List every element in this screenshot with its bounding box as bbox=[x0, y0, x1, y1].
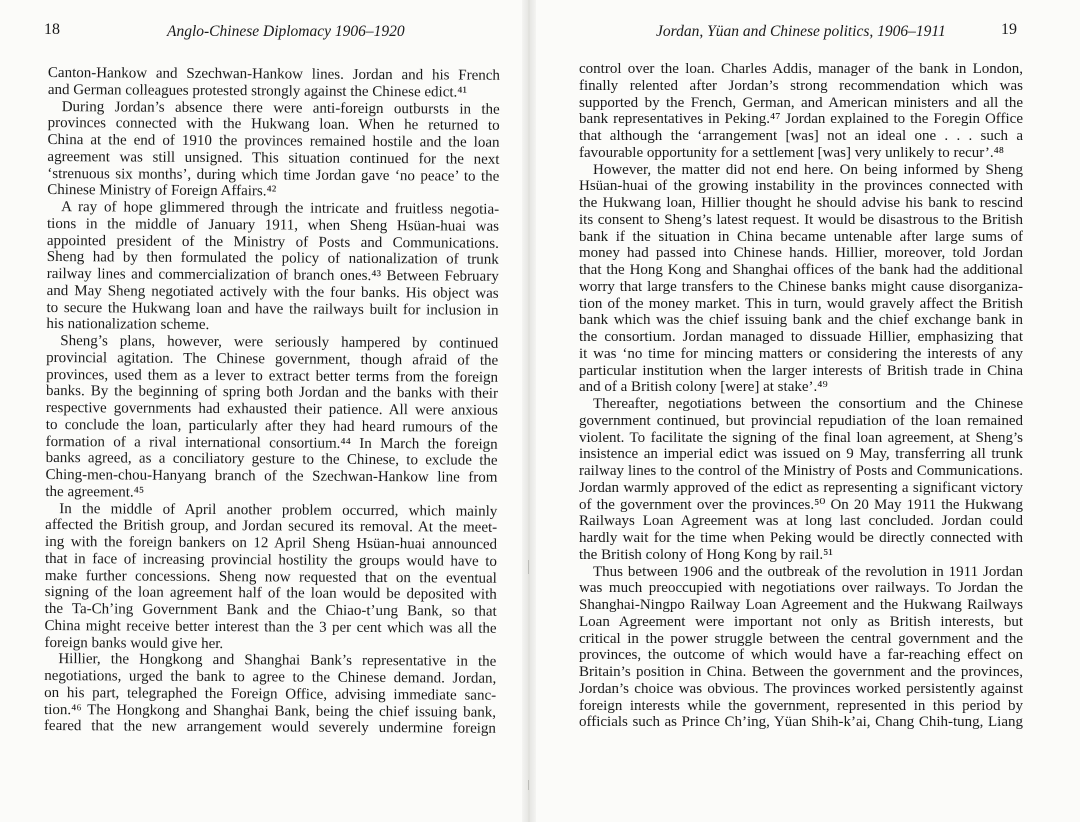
text-line: government continued, but provincial repudiation of the loan remained bbox=[579, 412, 1023, 429]
text-line: Britain’s position in China. Between the government and the provinces, bbox=[579, 664, 1023, 680]
text-line: banks agreed, as a conciliatory gesture to the Chinese, to exclude the bbox=[45, 450, 498, 470]
text-line: tions in the middle of January 1911, when Sheng Hsüan-huai was bbox=[46, 215, 500, 235]
body-text bbox=[579, 61, 1023, 731]
text-line: Canton-Hankow and Szechwan-Hankow lines. Jordan and his French bbox=[47, 65, 500, 84]
text-line: Jordan’s choice was obvious. The provinces worked persistently against bbox=[579, 680, 1023, 697]
text-line: Sheng’s plans, however, were seriously hampered by continued bbox=[60, 333, 499, 352]
text-line: affected the British group, and Jordan secured its removal. At the meet- bbox=[45, 517, 498, 537]
running-title: Jordan, Yüan and Chinese politics, 1906–1911 bbox=[656, 23, 946, 40]
text-line: feared that the new arrangement would severely undermine foreign bbox=[43, 718, 497, 737]
text-line: and of a British colony [were] at stake’.⁴⁹ bbox=[579, 379, 828, 396]
text-line: and German colleagues protested strongly against the Chinese edict.⁴¹ bbox=[47, 81, 468, 101]
text-line: railway lines and commercialization of branch ones.⁴³ Between February bbox=[46, 265, 499, 285]
text-line: make further concessions. Sheng now requested that on the eventual bbox=[44, 567, 497, 587]
text-line: ‘strenuous six months’, during which time Jordan gave ‘no peace’ to the bbox=[47, 165, 500, 185]
text-line: respective governments had exhausted their patience. All were anxious bbox=[45, 399, 498, 419]
text-line: money had passed into Chinese hands. Hillier, moreover, told Jordan bbox=[579, 245, 1023, 262]
text-line: China at the end of 1910 the provinces remained hostile and the loan bbox=[47, 131, 500, 151]
text-line: Ching-men-chou-Hanyang branch of the Szechwan-Hankow line from bbox=[45, 466, 498, 486]
text-line: Loan Agreement were important not only as British interests, but bbox=[579, 613, 1023, 630]
text-line: ing with the foreign bankers on 12 April Sheng Hsüan-huai announced bbox=[45, 533, 498, 553]
text-line: China might receive better interest than the 3 per cent which was all the bbox=[44, 617, 497, 637]
text-line: In the middle of April another problem occurred, which mainly bbox=[59, 500, 498, 520]
text-line: banks. By the beginning of spring both Jordan and the banks with their bbox=[45, 383, 499, 403]
text-line: supported by the French, German, and American ministers and all the bbox=[579, 94, 1023, 111]
gutter-mark bbox=[528, 780, 529, 790]
text-line: and May Sheng negotiated actively with the four banks. His object was bbox=[46, 282, 499, 302]
text-line: that although the ‘arrangement [was] not an ideal one . . . such a bbox=[579, 128, 1023, 144]
text-line: the British colony of Hong Kong by rail.⁵¹ bbox=[579, 546, 833, 563]
text-line: bank which was the chief issuing bank and the chief exchange bank in bbox=[579, 312, 1023, 329]
text-line: the Hukwang loan, Hillier thought he should advise his bank to rescind bbox=[579, 195, 1023, 211]
text-line: provinces, the outcome of which would have a far-reaching effect on bbox=[579, 647, 1023, 664]
text-line: However, the matter did not end here. On being informed by Sheng bbox=[593, 161, 1023, 178]
text-line: Sheng had by then formulated the policy of nationalization of trunk bbox=[46, 249, 499, 269]
text-line: provincial agitation. The Chinese government, though afraid of the bbox=[46, 349, 499, 369]
text-line: tion.⁴⁶ The Hongkong and Shanghai Bank, being the chief issuing bank, bbox=[44, 701, 497, 721]
text-line: railway lines to the control of the Ministry of Posts and Communications. bbox=[579, 463, 1023, 479]
text-line: foreign banks would give her. bbox=[44, 634, 224, 652]
text-line: was much preoccupied with negotiations over railways. To Jordan the bbox=[579, 580, 1023, 597]
text-line: A ray of hope glimmered through the intricate and fruitless negotia- bbox=[61, 199, 500, 218]
text-line: appointed president of the Ministry of Posts and Communications. bbox=[46, 232, 499, 252]
text-line: tion of the money market. This in turn, would gravely affect the British bbox=[579, 295, 1023, 312]
text-line: the agreement.⁴⁵ bbox=[45, 483, 145, 501]
text-line: violent. To facilitate the signing of the final loan agreement, at Sheng’s bbox=[579, 429, 1023, 446]
text-line: hardly wait for the time when Peking would be directly connected with bbox=[579, 530, 1023, 546]
text-line: particular institution when the larger interests of British trade in China bbox=[579, 362, 1023, 379]
text-line: formation of a rival international consortium.⁴⁴ In March the foreign bbox=[45, 433, 498, 453]
text-line: it was ‘no time for mincing matters or considering the interests of any bbox=[579, 345, 1023, 362]
text-line: insistence an imperial edict was issued on 9 May, transferring all trunk bbox=[579, 446, 1023, 463]
text-line: that the Hong Kong and Shanghai offices of the bank had the additional bbox=[579, 262, 1023, 278]
text-line: to conclude the loan, particularly after they had heard rumours of the bbox=[45, 416, 498, 436]
text-line: worry that large transfers to the Chinese banks might cause disorganiza- bbox=[579, 278, 1023, 295]
page-number: 18 bbox=[44, 21, 60, 38]
text-line: Thereafter, negotiations between the consortium and the Chinese bbox=[593, 396, 1023, 412]
text-line: Railways Loan Agreement was at long last concluded. Jordan could bbox=[579, 513, 1023, 530]
text-line: provinces, used them as a lever to extract better terms from the foreign bbox=[46, 366, 499, 386]
text-line: Shanghai-Ningpo Railway Loan Agreement and the Hukwang Railways bbox=[579, 597, 1023, 613]
text-line: finally relented after Jordan’s strong recommendation which was bbox=[579, 77, 1023, 94]
running-title: Anglo-Chinese Diplomacy 1906–1920 bbox=[167, 23, 405, 40]
book-gutter bbox=[522, 0, 536, 822]
body-text bbox=[44, 65, 500, 738]
text-line: his nationalization scheme. bbox=[46, 316, 210, 334]
text-line: critical in the power struggle between the central government and the bbox=[579, 630, 1023, 647]
right-page bbox=[536, 0, 1080, 822]
text-line: favourable opportunity for a settlement [was] very unlikely to recur’.⁴⁸ bbox=[579, 144, 1005, 161]
text-line: During Jordan’s absence there were anti-foreign outbursts in the bbox=[61, 98, 500, 118]
text-line: Hsüan-huai of the growing instability in the provinces connected with bbox=[579, 178, 1023, 195]
page-number: 19 bbox=[1001, 21, 1017, 38]
text-line: provinces connected with the Hukwang loan. When he returned to bbox=[47, 115, 500, 135]
text-line: of the government over the provinces.⁵⁰ On 20 May 1911 the Hukwang bbox=[579, 496, 1023, 513]
text-line: foreign interests while the government, represented in this period by bbox=[579, 697, 1023, 714]
text-line: signing of the loan agreement half of the loan would be deposited with bbox=[44, 584, 497, 604]
text-line: Chinese Ministry of Foreign Affairs.⁴² bbox=[47, 182, 277, 200]
text-line: bank if the situation in China became untenable after large sums of bbox=[579, 228, 1023, 245]
text-line: negotiations, urged the bank to agree to the Chinese demand. Jordan, bbox=[44, 667, 497, 687]
text-line: officials such as Prince Ch’ing, Yüan Shih-k’ai, Chang Chih-tung, Liang bbox=[579, 714, 1023, 731]
text-line: that in face of increasing provincial hostility the groups would have to bbox=[44, 550, 498, 570]
text-line: Hillier, the Hongkong and Shanghai Bank’s representative in the bbox=[58, 651, 497, 670]
text-line: agreement was still unsigned. This situation continued for the next bbox=[47, 148, 500, 168]
text-line: the Ta-Ch’ing Government Bank and the Chiao-t’ung Bank, so that bbox=[44, 600, 497, 620]
text-line: the consortium. Jordan managed to dissuade Hillier, emphasizing that bbox=[579, 329, 1023, 345]
text-line: Thus between 1906 and the outbreak of the revolution in 1911 Jordan bbox=[593, 563, 1023, 580]
text-line: on his part, telegraphed the Foreign Office, advising immediate sanc- bbox=[44, 684, 497, 704]
text-line: bank representatives in Peking.⁴⁷ Jordan explained to the Foregin Office bbox=[579, 111, 1023, 128]
text-line: control over the loan. Charles Addis, manager of the bank in London, bbox=[579, 61, 1023, 77]
gutter-mark bbox=[528, 560, 529, 574]
left-page bbox=[0, 0, 522, 822]
text-line: Jordan warmly approved of the edict as representing a significant victory bbox=[579, 479, 1023, 496]
text-line: to secure the Hukwang loan and have the railways built for inclusion in bbox=[46, 299, 499, 319]
text-line: its consent to Sheng’s latest request. It would be disastrous to the British bbox=[579, 211, 1023, 228]
